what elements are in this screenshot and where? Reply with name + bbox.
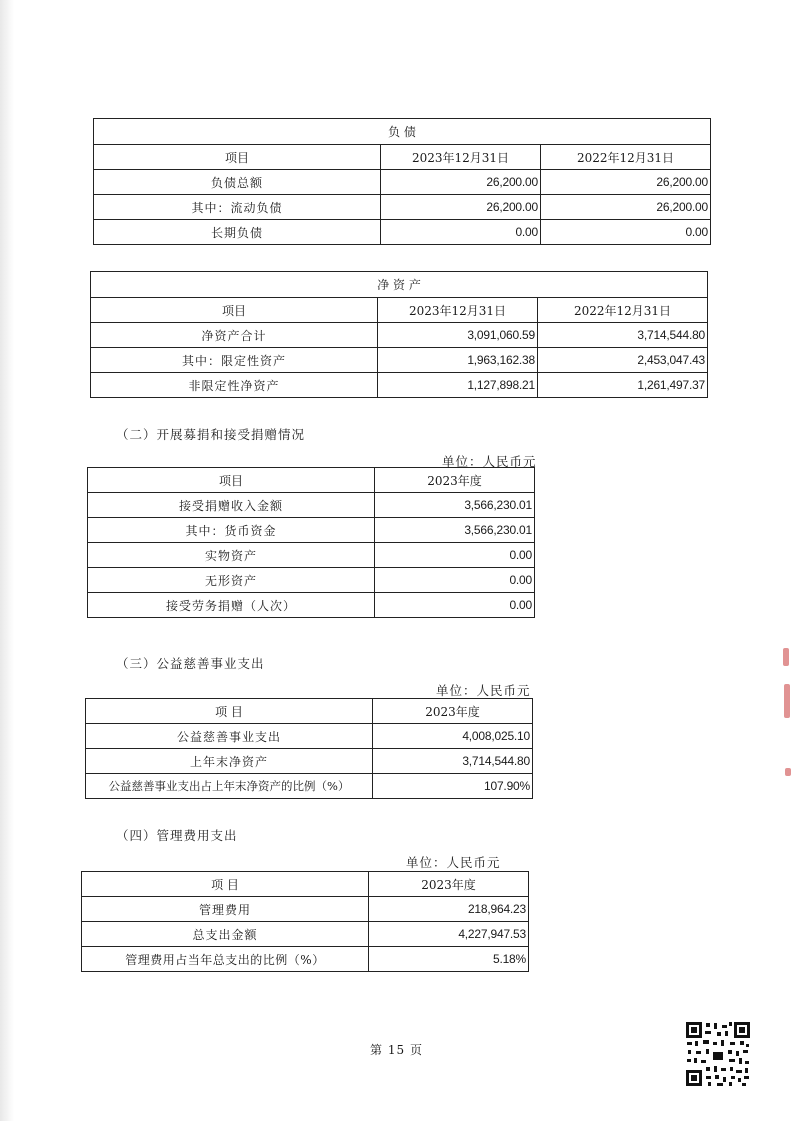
header-2023: 2023年12月31日: [378, 298, 538, 323]
value-2023: 0.00: [375, 593, 535, 618]
page-number: 第 15 页: [370, 1043, 423, 1057]
header-2023: 2023年度: [373, 699, 533, 724]
qr-code-icon: [684, 1020, 752, 1088]
header-item: 项目: [88, 468, 375, 493]
row-label: 负债总额: [94, 170, 381, 195]
row-label: 公益慈善事业支出占上年末净资产的比例（%）: [86, 774, 373, 799]
value-2023: 0.00: [375, 568, 535, 593]
header-2023: 2023年度: [375, 468, 535, 493]
liabilities-table: [93, 118, 711, 245]
header-item: 项 目: [86, 699, 373, 724]
value-2023: 0.00: [375, 543, 535, 568]
value-2023: 3,566,230.01: [375, 493, 535, 518]
value-2023: 5.18%: [369, 947, 529, 972]
row-label: 净资产合计: [91, 323, 378, 348]
stamp-remnant: [785, 768, 791, 776]
value-2023: 3,714,544.80: [373, 749, 533, 774]
stamp-remnant: [784, 684, 790, 718]
header-item: 项 目: [82, 872, 369, 897]
value-2023: 4,227,947.53: [369, 922, 529, 947]
value-2023: 4,008,025.10: [373, 724, 533, 749]
row-label: 管理费用: [82, 897, 369, 922]
header-2023: 2023年度: [369, 872, 529, 897]
header-item: 项目: [91, 298, 378, 323]
value-2023: 218,964.23: [369, 897, 529, 922]
scan-edge-shadow: [0, 0, 14, 1121]
net-assets-table: [90, 271, 708, 398]
value-2023: 26,200.00: [381, 195, 541, 220]
liabilities-title: 负 债: [94, 119, 711, 145]
stamp-remnant: [783, 648, 789, 666]
row-label: 其中：流动负债: [94, 195, 381, 220]
row-label: 管理费用占当年总支出的比例（%）: [82, 947, 369, 972]
value-2023: 0.00: [381, 220, 541, 245]
value-2023: 1,127,898.21: [378, 373, 538, 398]
admin-heading: （四）管理费用支出: [116, 828, 238, 843]
row-label: 其中：货币资金: [88, 518, 375, 543]
header-item: 项目: [94, 145, 381, 170]
admin-table: [81, 871, 529, 972]
header-2023: 2023年12月31日: [381, 145, 541, 170]
value-2022: 2,453,047.43: [538, 348, 708, 373]
donations-heading: （二）开展募捐和接受捐赠情况: [116, 427, 306, 442]
charity-heading: （三）公益慈善事业支出: [116, 656, 265, 671]
value-2023: 1,963,162.38: [378, 348, 538, 373]
charity-table: [85, 698, 533, 799]
header-2022: 2022年12月31日: [538, 298, 708, 323]
row-label: 上年末净资产: [86, 749, 373, 774]
net-assets-title: 净 资 产: [91, 272, 708, 298]
value-2022: 0.00: [541, 220, 711, 245]
value-2022: 3,714,544.80: [538, 323, 708, 348]
row-label: 公益慈善事业支出: [86, 724, 373, 749]
value-2022: 1,261,497.37: [538, 373, 708, 398]
header-2022: 2022年12月31日: [541, 145, 711, 170]
row-label: 接受劳务捐赠（人次）: [88, 593, 375, 618]
donations-unit: 单位：人民币元: [442, 454, 537, 469]
value-2022: 26,200.00: [541, 170, 711, 195]
value-2022: 26,200.00: [541, 195, 711, 220]
row-label: 总支出金额: [82, 922, 369, 947]
row-label: 接受捐赠收入金额: [88, 493, 375, 518]
row-label: 无形资产: [88, 568, 375, 593]
donations-table: [87, 467, 535, 618]
row-label: 长期负债: [94, 220, 381, 245]
row-label: 非限定性净资产: [91, 373, 378, 398]
row-label: 实物资产: [88, 543, 375, 568]
value-2023: 107.90%: [373, 774, 533, 799]
charity-unit: 单位：人民币元: [436, 683, 531, 698]
value-2023: 26,200.00: [381, 170, 541, 195]
value-2023: 3,091,060.59: [378, 323, 538, 348]
admin-unit: 单位：人民币元: [406, 855, 501, 870]
row-label: 其中：限定性资产: [91, 348, 378, 373]
value-2023: 3,566,230.01: [375, 518, 535, 543]
